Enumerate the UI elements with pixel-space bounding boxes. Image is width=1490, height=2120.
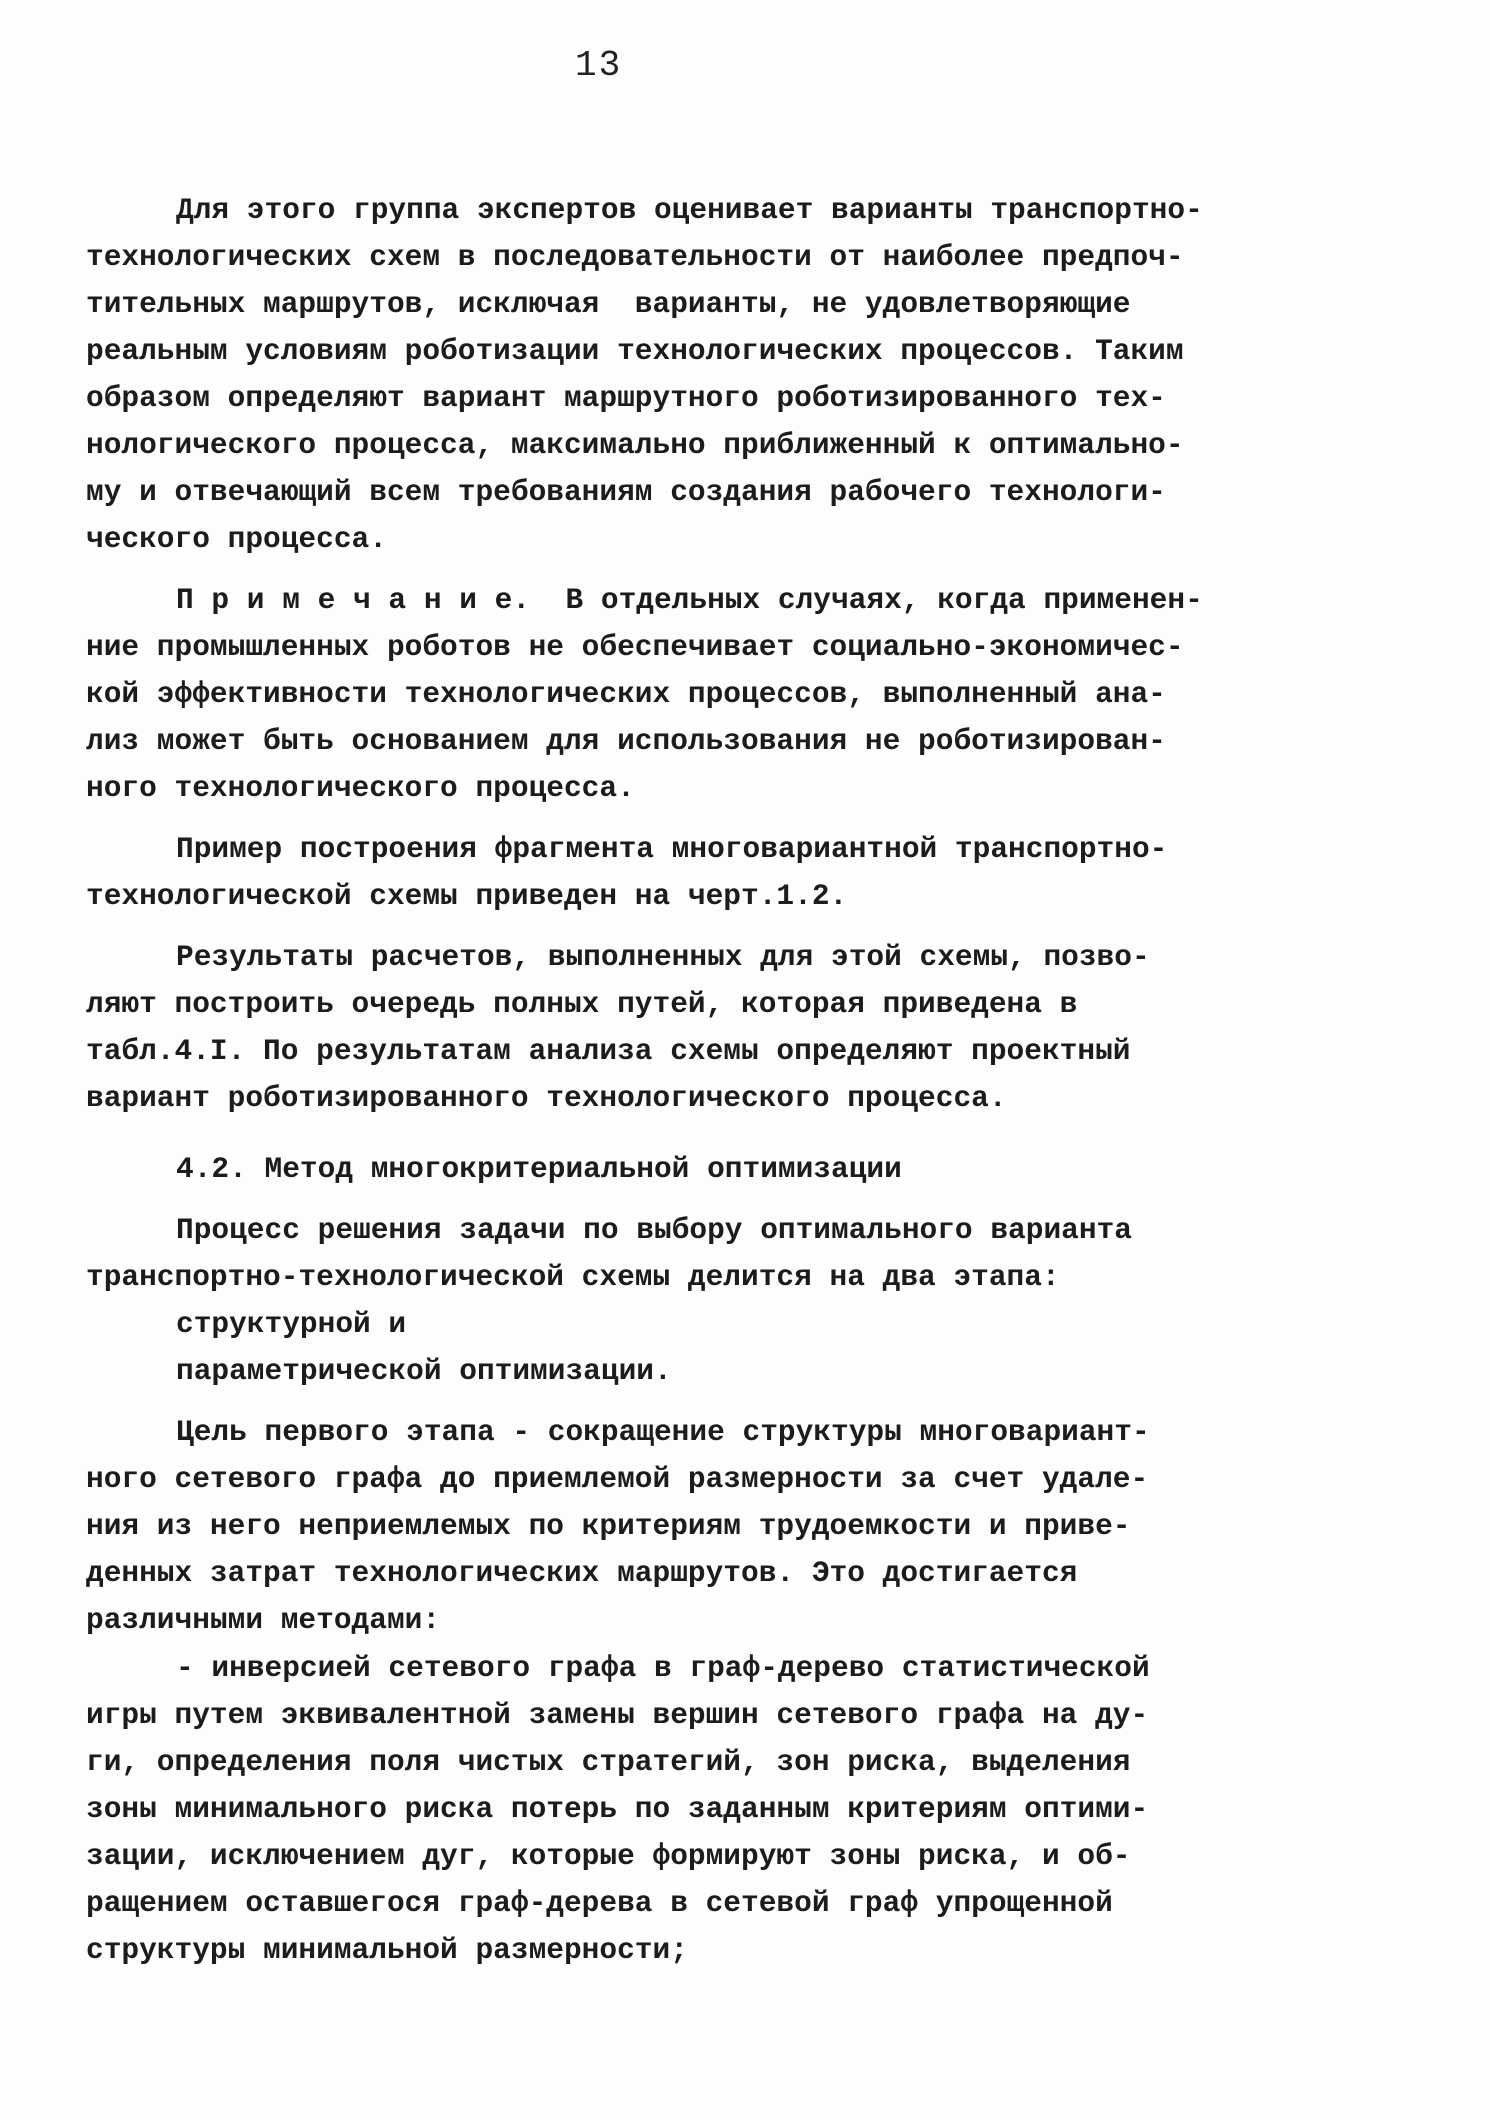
results-line-4: вариант роботизированного технологического процесса. <box>86 1081 1007 1115</box>
results-line-3: табл.4.I. По результатам анализа схемы определяют проектный <box>86 1034 1131 1068</box>
paragraph-1-line-1: Для этого группа экспертов оценивает варианты транспортно- <box>176 193 1203 227</box>
paragraph-1-line-2: технологических схем в последовательности от наиболее предпоч- <box>86 240 1184 274</box>
goal-line-5: различными методами: <box>86 1603 441 1637</box>
paragraph-1-line-8: ческого процесса. <box>86 522 387 556</box>
method-line-5: зации, исключением дуг, которые формируют зоны риска, и об- <box>86 1839 1131 1873</box>
method-line-1: - инверсией сетевого графа в граф-дерево статистической <box>176 1651 1150 1685</box>
process-line-1: Процесс решения задачи по выбору оптимального варианта <box>176 1213 1132 1247</box>
paragraph-1-line-3: тительных маршрутов, исключая варианты, не удовлетворяющие <box>86 287 1131 321</box>
method-line-4: зоны минимального риска потерь по заданным критериям оптими- <box>86 1792 1149 1826</box>
method-line-3: ги, определения поля чистых стратегий, зон риска, выделения <box>86 1745 1131 1779</box>
goal-line-1: Цель первого этапа - сокращение структуры многовариант- <box>176 1415 1150 1449</box>
results-line-2: ляют построить очередь полных путей, которая приведена в <box>86 987 1078 1021</box>
paragraph-1-line-7: му и отвечающий всем требованиям создания рабочего технологи- <box>86 475 1166 509</box>
goal-line-3: ния из него неприемлемых по критериям трудоемкости и приве- <box>86 1509 1131 1543</box>
section-heading: 4.2. Метод многокритериальной оптимизации <box>176 1152 902 1186</box>
results-line-1: Результаты расчетов, выполненных для этой схемы, позво- <box>176 940 1150 974</box>
process-line-4: параметрической оптимизации. <box>176 1354 672 1388</box>
page-number: 13 <box>575 45 623 86</box>
note-line-2: ние промышленных роботов не обеспечивает социально-экономичес- <box>86 630 1184 664</box>
goal-line-2: ного сетевого графа до приемлемой размерности за счет удале- <box>86 1462 1149 1496</box>
paragraph-1-line-5: образом определяют вариант маршрутного роботизированного тех- <box>86 381 1166 415</box>
example-line-2: технологической схемы приведен на черт.1.2. <box>86 879 848 913</box>
process-line-2: транспортно-технологической схемы делится на два этапа: <box>86 1260 1060 1294</box>
paragraph-1-line-4: реальным условиям роботизации технологических процессов. Таким <box>86 334 1184 368</box>
method-line-7: структуры минимальной размерности; <box>86 1933 688 1967</box>
paragraph-1-line-6: нологического процесса, максимально приближенный к оптимально- <box>86 428 1184 462</box>
example-line-1: Пример построения фрагмента многовариантной транспортно- <box>176 832 1168 866</box>
note-line-4: лиз может быть основанием для использования не роботизирован- <box>86 724 1166 758</box>
note-line-3: кой эффективности технологических процессов, выполненный ана- <box>86 677 1166 711</box>
note-line-1: П р и м е ч а н и е. В отдельных случаях, когда применен- <box>176 583 1203 617</box>
process-line-3: структурной и <box>176 1307 407 1341</box>
method-line-6: ращением оставшегося граф-дерева в сетевой граф упрощенной <box>86 1886 1113 1920</box>
goal-line-4: денных затрат технологических маршрутов. Это достигается <box>86 1556 1078 1590</box>
method-line-2: игры путем эквивалентной замены вершин сетевого графа на ду- <box>86 1698 1149 1732</box>
note-line-5: ного технологического процесса. <box>86 771 635 805</box>
